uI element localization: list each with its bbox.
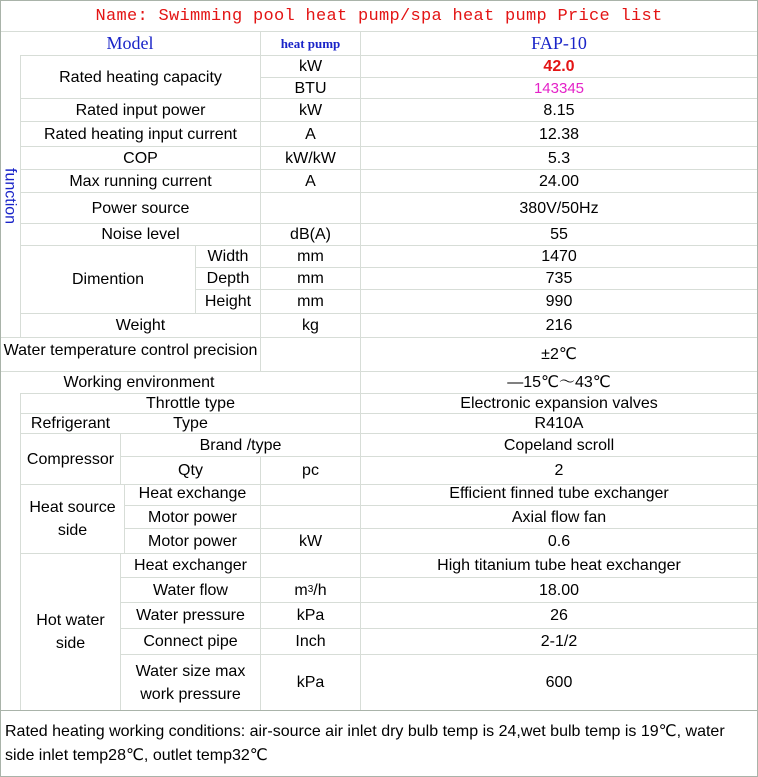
weight-unit: kg: [302, 317, 319, 334]
water-flow-label: Water flow: [153, 581, 228, 599]
compressor-qty-value: 2: [554, 462, 564, 479]
heating-capacity-unit-kw: kW: [298, 58, 323, 75]
motor-power-value-1: Axial flow fan: [511, 508, 607, 526]
working-environment-label: Working environment: [63, 374, 215, 391]
max-work-pressure-label: Water size max work pressure: [135, 662, 246, 703]
heating-capacity-btu-value: 143345: [533, 79, 585, 97]
heat-exchanger-label: Heat exchanger: [134, 557, 247, 574]
compressor-qty-label: Qty: [178, 462, 203, 479]
heat-exchange-value: Efficient finned tube exchanger: [449, 485, 669, 502]
water-flow-unit-rest: /h: [313, 581, 327, 599]
compressor-label: Compressor: [26, 450, 115, 468]
connect-pipe-unit: Inch: [295, 633, 326, 650]
motor-power-value-2: 0.6: [547, 532, 571, 550]
noise-level-value: 55: [550, 226, 568, 243]
compressor-brand-label: Brand /type: [199, 436, 282, 454]
refrigerant-value: R410A: [534, 415, 584, 432]
water-pressure-label: Water pressure: [136, 607, 245, 624]
depth-label: Depth: [206, 270, 250, 287]
input-power-unit: kW: [298, 101, 323, 119]
cop-value: 5.3: [547, 149, 571, 167]
compressor-brand-value: Copeland scroll: [503, 436, 615, 454]
working-environment-value: —15℃～43℃: [507, 374, 611, 391]
width-value: 1470: [541, 248, 577, 265]
connect-pipe-value: 2-1/2: [540, 633, 578, 650]
heat-exchanger-value: High titanium tube heat exchanger: [437, 557, 681, 574]
weight-label: Weight: [115, 317, 166, 334]
hot-water-side-label: Hot water side: [36, 612, 105, 652]
max-work-pressure-value: 600: [545, 674, 573, 691]
dimension-label: Dimention: [71, 271, 145, 288]
height-label: Height: [204, 293, 252, 310]
heating-capacity-unit-btu: BTU: [294, 79, 327, 97]
width-unit: mm: [297, 248, 324, 265]
sheet-title: Name: Swimming pool heat pump/spa heat pump Price list: [95, 7, 663, 26]
heat-exchange-label: Heat exchange: [138, 485, 247, 502]
max-current-unit: A: [305, 172, 316, 190]
water-flow-unit: m 3 /h: [261, 578, 360, 602]
water-temp-label: Water temperature control precision: [3, 342, 258, 359]
cop-label: COP: [123, 149, 158, 167]
motor-power-label-2: Motor power: [148, 532, 237, 550]
compressor-qty-unit: pc: [302, 462, 319, 479]
throttle-label: Throttle type: [146, 395, 235, 412]
depth-value: 735: [545, 270, 573, 287]
model-header: Model: [106, 33, 154, 53]
heating-capacity-kw-value: 42.0: [543, 58, 575, 75]
motor-power-unit-2: kW: [298, 532, 323, 550]
function-side-label: function: [1, 168, 19, 225]
water-pressure-unit: kPa: [296, 607, 325, 624]
max-current-value: 24.00: [538, 172, 580, 190]
depth-unit: mm: [297, 270, 324, 287]
power-source-label: Power source: [91, 199, 190, 217]
cop-unit: kW/kW: [285, 149, 336, 167]
product-header: FAP-10: [531, 33, 587, 53]
rated-conditions-footnote: Rated heating working conditions: air-source air inlet dry bulb temp is 24,wet bulb temp is 19℃, water side inlet temp28℃, outlet temp32℃: [5, 722, 725, 764]
noise-level-unit: dB(A): [290, 226, 331, 243]
water-pressure-value: 26: [550, 607, 568, 624]
grid-line: [0, 0, 758, 1]
max-work-pressure-unit: kPa: [296, 674, 325, 691]
heating-capacity-label: Rated heating capacity: [59, 68, 222, 86]
width-label: Width: [207, 248, 249, 265]
input-power-label: Rated input power: [75, 101, 206, 119]
heat-source-side-label: Heat source side: [29, 499, 116, 539]
water-temp-value: ±2℃: [541, 346, 577, 363]
refrigerant-type-label: Type: [173, 415, 208, 432]
noise-level-label: Noise level: [101, 226, 180, 243]
height-unit: mm: [297, 293, 324, 310]
unit-header: heat pump: [280, 36, 341, 51]
water-flow-value: 18.00: [538, 581, 580, 599]
motor-power-label-1: Motor power: [148, 509, 237, 526]
refrigerant-label: Refrigerant: [30, 415, 111, 432]
height-value: 990: [545, 293, 573, 310]
throttle-value: Electronic expansion valves: [460, 395, 658, 412]
power-source-value: 380V/50Hz: [519, 199, 599, 217]
input-current-label: Rated heating input current: [43, 125, 237, 143]
max-current-label: Max running current: [69, 172, 212, 190]
input-current-unit: A: [305, 125, 316, 143]
water-flow-unit-base: m: [294, 581, 308, 599]
connect-pipe-label: Connect pipe: [143, 633, 238, 650]
input-current-value: 12.38: [538, 125, 580, 143]
input-power-value: 8.15: [543, 101, 575, 119]
weight-value: 216: [545, 317, 573, 334]
